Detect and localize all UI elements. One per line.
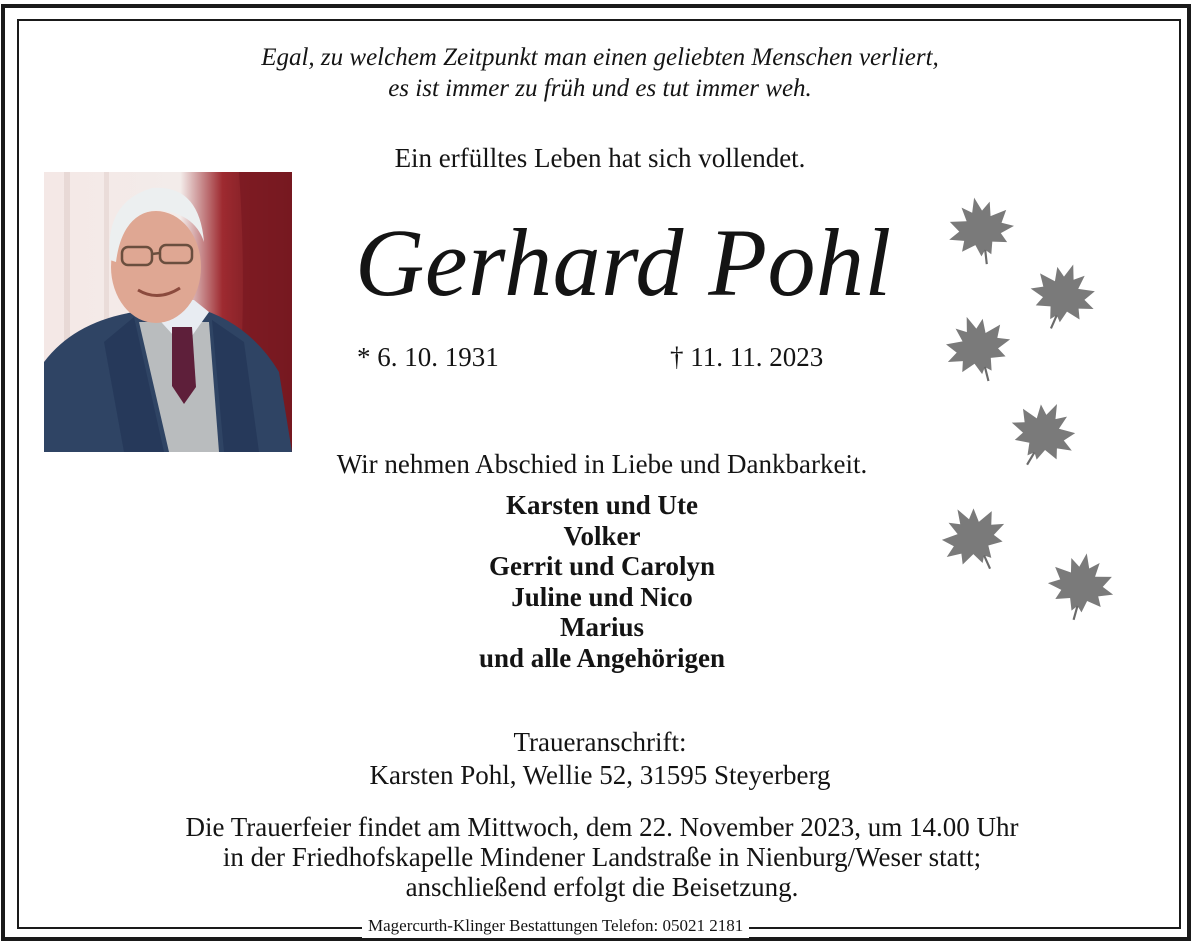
mourner: Karsten und Ute	[505, 490, 698, 520]
motto	[0, 42, 1200, 104]
address-label: Traueranschrift:	[513, 727, 687, 757]
motto-line-1: Egal, zu welchem Zeitpunkt man einen geliebten Menschen verliert,	[261, 44, 939, 71]
mourners-list	[0, 490, 1200, 674]
death-date: † 11. 11. 2023	[670, 342, 824, 372]
maple-leaf-icon	[1039, 544, 1122, 627]
deceased-name: Gerhard Pohl	[355, 209, 892, 316]
address: Karsten Pohl, Wellie 52, 31595 Steyerberg	[369, 760, 831, 790]
funeral-home-footer: Magercurth-Klinger Bestattungen Telefon: 05021 2181	[362, 914, 749, 938]
ceremony-line-1: Die Trauerfeier findet am Mittwoch, dem 22. November 2023, um 14.00 Uhr	[185, 812, 1019, 842]
motto-line-2: es ist immer zu früh und es tut immer weh.	[388, 75, 812, 102]
mourner: Gerrit und Carolyn	[488, 551, 715, 582]
ceremony-info	[0, 812, 1200, 902]
maple-leaf-icon	[938, 187, 1023, 272]
portrait-photo	[44, 172, 292, 452]
farewell-text: Wir nehmen Abschied in Liebe und Dankbarkeit.	[336, 449, 868, 479]
ceremony-line-2: in der Friedhofskapelle Mindener Landstraße in Nienburg/Weser statt;	[222, 842, 982, 872]
ceremony-line-3: anschließend erfolgt die Beisetzung.	[405, 872, 799, 902]
mourner: und alle Angehörigen	[478, 642, 726, 673]
mourner: Juline und Nico	[511, 581, 693, 612]
birth-date: * 6. 10. 1931	[357, 342, 499, 372]
mourner: Marius	[560, 612, 644, 643]
mourner: Volker	[563, 520, 641, 551]
subtitle: Ein erfülltes Leben hat sich vollendet.	[394, 143, 806, 173]
